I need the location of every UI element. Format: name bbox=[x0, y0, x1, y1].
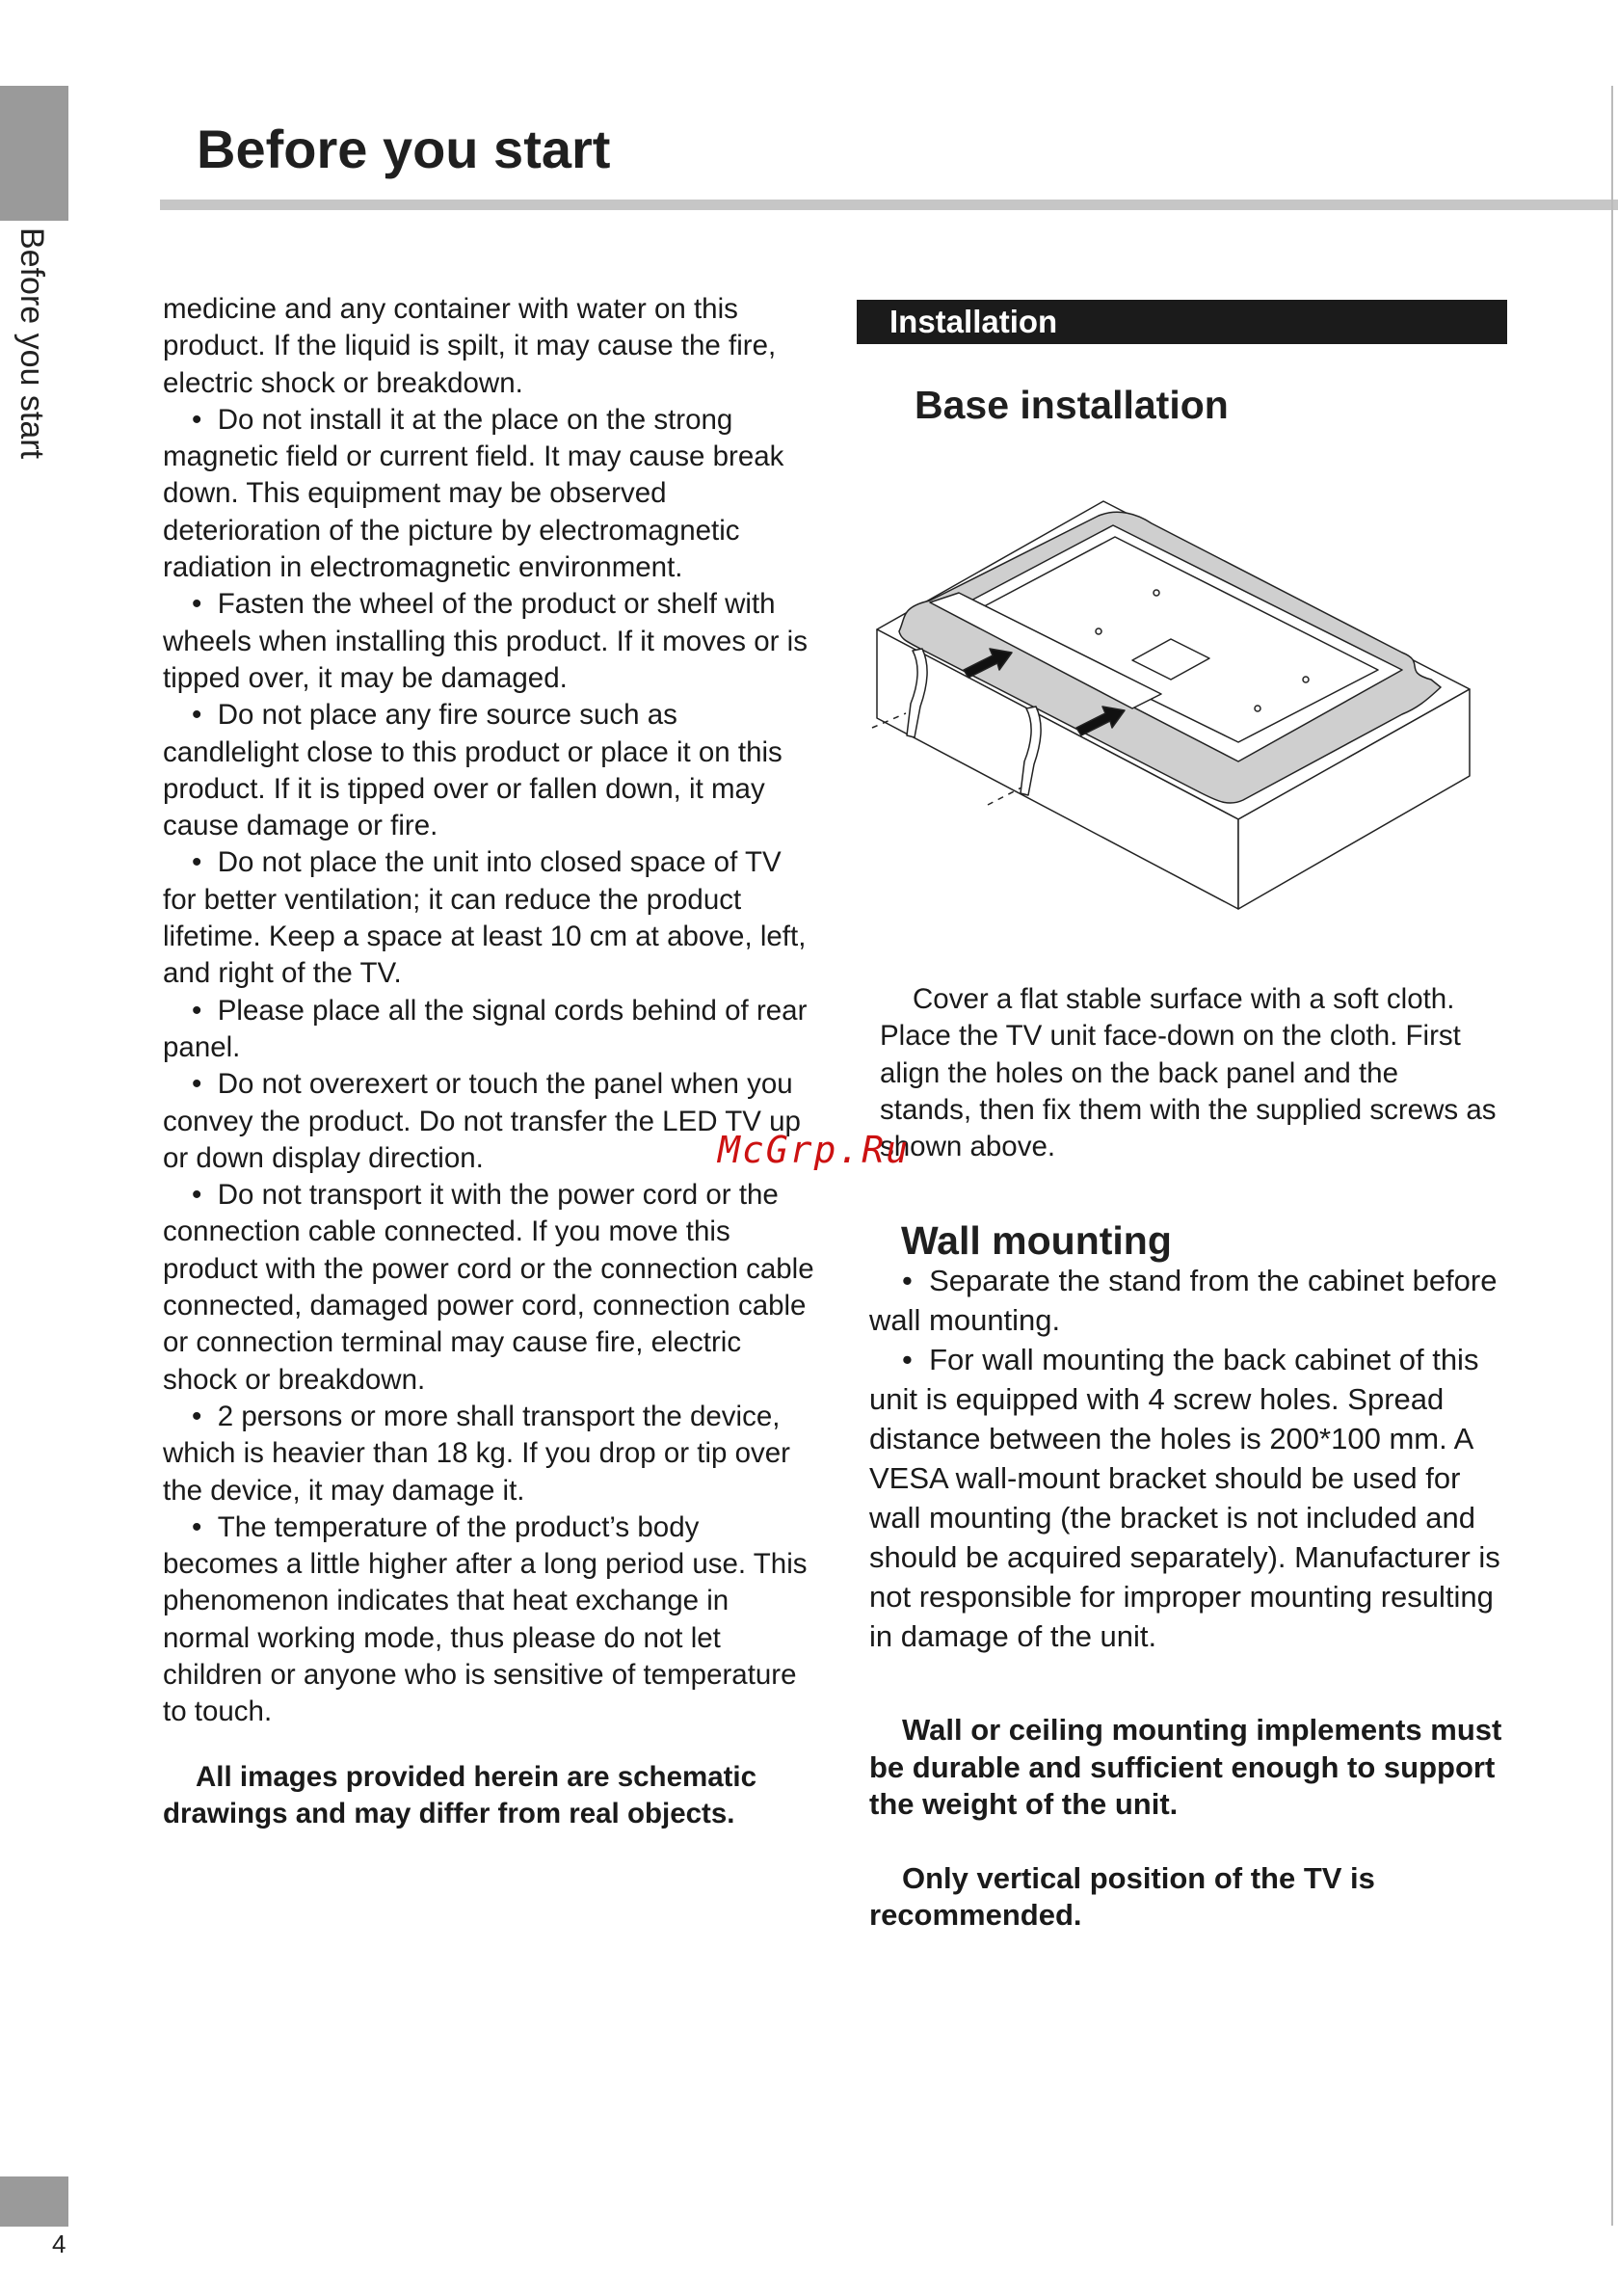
wall-warnings bbox=[869, 1712, 1505, 1935]
safety-item: • Do not install it at the place on the strong magnetic field or current field. It may cause break down. This equipment may be observed deterioration of the picture by electromagnetic radiation in electromagnetic environment. bbox=[163, 402, 818, 586]
wall-mounting-title: Wall mounting bbox=[901, 1218, 1172, 1263]
base-installation-description: Cover a flat stable surface with a soft cloth. Place the TV unit face-down on the cloth. First align the holes on the back panel and the stands, then fix them with the supplied screws as shown above. bbox=[880, 983, 1497, 1163]
safety-item: • Do not place the unit into closed space of TV for better ventilation; it can reduce the product lifetime. Keep a space at least 10 cm at above, left, and right of the TV. bbox=[163, 844, 818, 992]
watermark: McGrp.Ru bbox=[718, 1129, 911, 1171]
safety-item: • Do not place any fire source such as candlelight close to this product or place it on this product. If it is tipped over or fallen down, it may cause damage or fire. bbox=[163, 697, 818, 844]
screw-hole bbox=[1096, 628, 1101, 634]
base-installation-title: Base installation bbox=[915, 383, 1229, 427]
safety-intro: medicine and any container with water on this product. If the liquid is spilt, it may cause the fire, electric shock or breakdown. bbox=[163, 293, 777, 399]
safety-column bbox=[163, 291, 818, 1832]
page-edge-line bbox=[1611, 86, 1613, 2226]
wall-item: • Separate the stand from the cabinet before wall mounting. bbox=[869, 1261, 1505, 1340]
page-number: 4 bbox=[52, 2229, 66, 2258]
wall-warning: Only vertical position of the TV is recommended. bbox=[869, 1860, 1375, 1932]
side-tab-marker bbox=[0, 86, 68, 221]
screw-hole bbox=[1255, 706, 1260, 711]
wall-item: • For wall mounting the back cabinet of this unit is equipped with 4 screw holes. Spread distance between the holes is 200*100 mm. A VESA wall-mount bracket should be used for wall mounting (the bracket is not included and should be acquired separately). Manufacturer is not responsible for improper mounting resulting in damage of the unit. bbox=[869, 1340, 1505, 1656]
page-title: Before you start bbox=[197, 119, 611, 179]
safety-item: • Fasten the wheel of the product or shelf with wheels when installing this product. If it moves or is tipped over, it may be damaged. bbox=[163, 586, 818, 697]
safety-item: • Do not transport it with the power cord or the connection cable connected. If you move this product with the power cord or the connection cable connected, damaged power cord, connection cable or connection terminal may cause fire, electric shock or breakdown. bbox=[163, 1177, 818, 1399]
base-installation-illustration bbox=[862, 487, 1489, 921]
base-installation-text bbox=[880, 981, 1497, 1165]
footer-tab-marker bbox=[0, 2176, 68, 2227]
side-section-label: Before you start bbox=[13, 227, 50, 460]
screw-hole bbox=[1154, 590, 1159, 596]
screw-hole bbox=[1303, 677, 1309, 682]
title-divider bbox=[160, 200, 1618, 210]
installation-heading: Installation bbox=[857, 300, 1507, 344]
wall-warning: Wall or ceiling mounting implements must be durable and sufficient enough to support the weight of the unit. bbox=[869, 1713, 1502, 1821]
safety-item: • Please place all the signal cords behind of rear panel. bbox=[163, 993, 818, 1067]
safety-item: • 2 persons or more shall transport the device, which is heavier than 18 kg. If you drop or tip over the device, it may damage it. bbox=[163, 1399, 818, 1509]
safety-item: • The temperature of the product’s body becomes a little higher after a long period use. This phenomenon indicates that heat exchange in normal working mode, thus please do not let children or anyone who is sensitive of temperature to touch. bbox=[163, 1509, 818, 1731]
safety-item: • Do not overexert or touch the panel when you convey the product. Do not transfer the LED TV up or down display direction. bbox=[163, 1066, 818, 1177]
schematic-note: All images provided herein are schematic drawings and may differ from real objects. bbox=[163, 1760, 757, 1829]
wall-mounting-text bbox=[869, 1261, 1505, 1656]
